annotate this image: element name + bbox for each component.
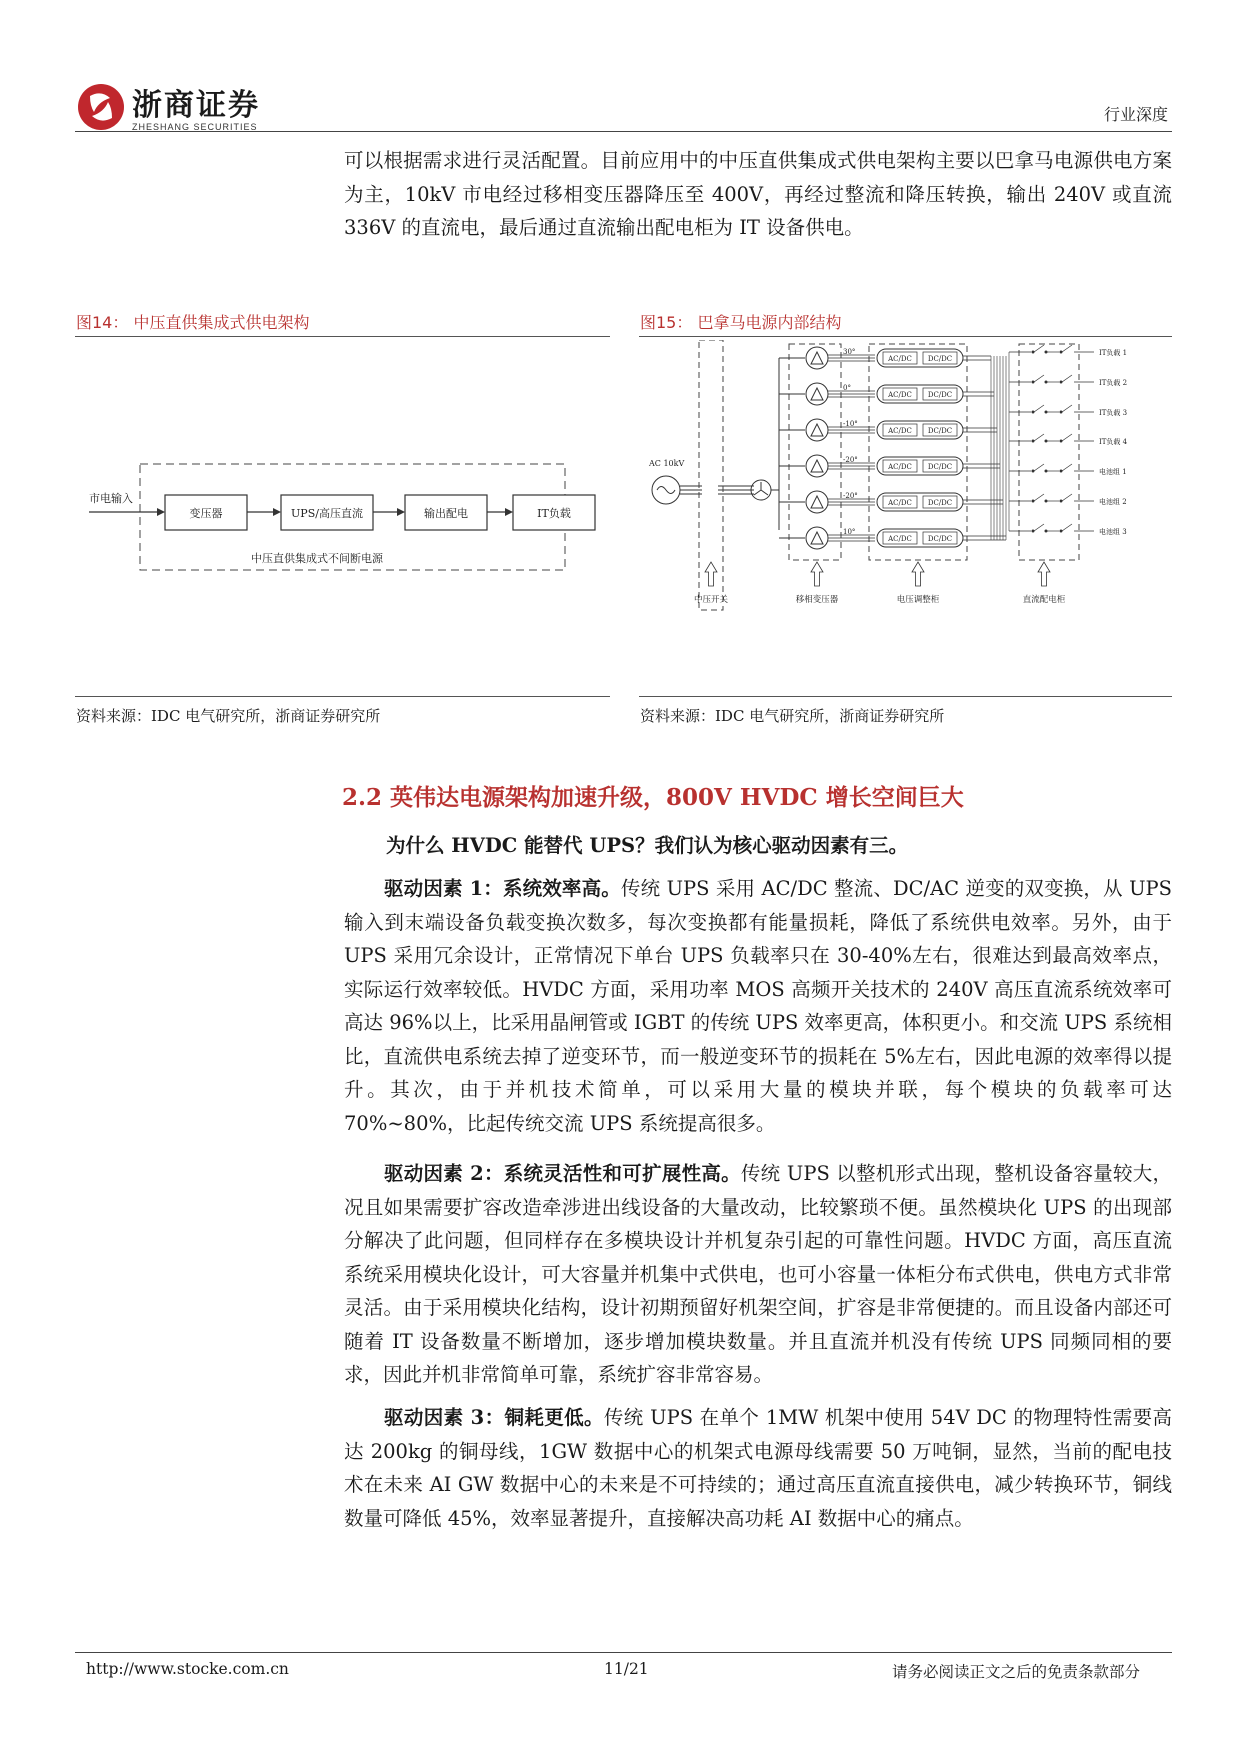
- figure15-source: 资料来源：IDC 电气研究所，浙商证券研究所: [640, 707, 945, 725]
- section-lead: 为什么 HVDC 能替代 UPS？我们认为核心驱动因素有三。: [386, 834, 909, 857]
- breaker-switch-icon: [1034, 464, 1044, 471]
- footer-divider: [75, 1652, 1172, 1653]
- fig14-block-label: 输出配电: [424, 507, 468, 520]
- figure14-source: 资料来源：IDC 电气研究所，浙商证券研究所: [76, 707, 381, 725]
- footer-url[interactable]: http://www.stocke.com.cn: [86, 1660, 289, 1678]
- dcdc-label: DC/DC: [927, 499, 953, 507]
- dcdc-label: DC/DC: [927, 463, 953, 471]
- dcdc-label: DC/DC: [927, 427, 953, 435]
- acdc-label: AC/DC: [888, 499, 912, 507]
- fig14-block-label: 变压器: [189, 507, 223, 520]
- figure14-bottom-rule: [75, 696, 610, 697]
- transformer-icon: [806, 527, 828, 549]
- output-label: IT负载 2: [1099, 379, 1128, 387]
- breaker-switch-icon: [1034, 345, 1044, 352]
- up-arrow-icon: [912, 562, 924, 586]
- breaker-switch-icon: [1034, 375, 1044, 382]
- figure15-caption: 图15： 巴拿马电源内部结构: [640, 313, 842, 332]
- driver-3-label: 驱动因素 3：铜耗更低。: [384, 1406, 604, 1429]
- output-label: 电池组 2: [1099, 498, 1127, 506]
- bottom-label: 电压调整柜: [896, 595, 940, 605]
- phase-angle-label: -20°: [843, 492, 858, 500]
- dcdc-label: DC/DC: [927, 391, 953, 399]
- transformer-icon: [806, 455, 828, 477]
- acdc-label: AC/DC: [888, 535, 912, 543]
- driver-2-text: 传统 UPS 以整机形式出现，整机设备容量较大，况且如果需要扩容改造牵涉进出线设备的大量改动，比较繁琐不便。虽然模块化 UPS 的出现部分解决了此问题，但同样存在多模块设计并机复杂引起的可靠性问题。HVDC 方面，高压直流系统采用模块化设计，可大容量并机集中式供电，也可小容量一体柜分布式供电，供电方式非常灵活。由于采用模块化结构，设计初期预留好机架空间，扩容是非常便捷的。而且设备内部还可随着 IT 设备数量不断增加，逐步增加模块数量。并且直流并机没有传统 UPS 同频同相的要求，因此并机非常简单可靠，系统扩容非常容易。: [344, 1162, 1172, 1386]
- logo-mark-icon: [76, 82, 126, 132]
- phase-angle-label: -20°: [843, 456, 858, 464]
- brand-logo: [76, 80, 276, 136]
- transformer-icon: [806, 419, 828, 441]
- footer-disclaimer: 请务必阅读正文之后的免责条款部分: [892, 1663, 1141, 1681]
- fig14-input-label: 市电输入: [89, 492, 133, 505]
- output-label: IT负载 4: [1099, 438, 1128, 446]
- phase-angle-label: -10°: [843, 420, 858, 428]
- driver-2-paragraph: [344, 1157, 1172, 1392]
- fig14-block-label: UPS/高压直流: [291, 507, 363, 520]
- output-label: 电池组 1: [1099, 468, 1127, 476]
- dcdc-label: DC/DC: [927, 355, 953, 363]
- voltage-regulator-box: [869, 344, 967, 560]
- breaker-switch-icon: [1062, 524, 1072, 531]
- acdc-label: AC/DC: [888, 427, 912, 435]
- brand-name-en: ZHESHANG SECURITIES: [132, 122, 258, 132]
- bottom-label: 移相变压器: [795, 595, 839, 605]
- fig15-input-label: AC 10kV: [649, 459, 685, 468]
- fig14-block-label: IT负载: [537, 507, 571, 520]
- output-label: IT负载 1: [1099, 349, 1128, 357]
- phase-angle-label: 10°: [843, 528, 856, 536]
- driver-2-label: 驱动因素 2：系统灵活性和可扩展性高。: [384, 1162, 741, 1185]
- bottom-label: 中压开关: [693, 595, 729, 605]
- dcdc-label: DC/DC: [927, 535, 953, 543]
- output-label: 电池组 3: [1099, 528, 1127, 536]
- bottom-label: 直流配电柜: [1022, 595, 1066, 605]
- figure14-caption: 图14： 中压直供集成式供电架构: [76, 313, 310, 332]
- breaker-switch-icon: [1062, 464, 1072, 471]
- section-title: 2.2 英伟达电源架构加速升级，800V HVDC 增长空间巨大: [342, 784, 964, 811]
- driver-3-text: 传统 UPS 在单个 1MW 机架中使用 54V DC 的物理特性需要高达 200kg 的铜母线，1GW 数据中心的机架式电源母线需要 50 万吨铜，显然，当前的配电技术在未来 AI GW 数据中心的未来是不可持续的；通过高压直流直接供电，减少转换环节，铜线数量可降低 45%，效率显著提升，直接解决高功耗 AI 数据中心的痛点。: [344, 1406, 1173, 1530]
- driver-1-text: 传统 UPS 采用 AC/DC 整流、DC/AC 逆变的双变换，从 UPS 输入到末端设备负载变换次数多，每次变换都有能量损耗，降低了系统供电效率。另外，由于 UPS 采用冗余设计，正常情况下单台 UPS 负载率只在 30-40%左右，很难达到最高效率点，实际运行效率较低。HVDC 方面，采用功率 MOS 高频开关技术的 240V 高压直流系统效率可高达 96%以上，比采用晶闸管或 IGBT 的传统 UPS 效率更高，体积更小。和交流 UPS 系统相比，直流供电系统去掉了逆变环节，而一般逆变环节的损耗在 5%左右，因此电源的效率得以提升。其次，由于并机技术简单，可以采用大量的模块并联，每个模块的负载率可达 70%~80%，比起传统交流 UPS 系统提高很多。: [344, 877, 1172, 1135]
- up-arrow-icon: [811, 562, 823, 586]
- breaker-switch-icon: [1062, 494, 1072, 501]
- breaker-switch-icon: [1062, 375, 1072, 382]
- breaker-switch-icon: [1034, 405, 1044, 412]
- report-category: 行业深度: [1104, 105, 1169, 124]
- output-label: IT负载 3: [1099, 409, 1128, 417]
- acdc-label: AC/DC: [888, 391, 912, 399]
- up-arrow-icon: [1038, 562, 1050, 586]
- breaker-switch-icon: [1062, 405, 1072, 412]
- phase-angle-label: 30°: [843, 348, 856, 356]
- transformer-icon: [806, 491, 828, 513]
- breaker-switch-icon: [1034, 434, 1044, 441]
- acdc-label: AC/DC: [888, 355, 912, 363]
- figure14-diagram: [75, 340, 610, 690]
- header-divider: [75, 131, 1172, 132]
- figure15-top-rule: [639, 336, 1172, 337]
- driver-1-label: 驱动因素 1：系统效率高。: [384, 877, 621, 900]
- breaker-switch-icon: [1034, 524, 1044, 531]
- breaker-switch-icon: [1062, 434, 1072, 441]
- breaker-switch-icon: [1034, 494, 1044, 501]
- acdc-label: AC/DC: [888, 463, 912, 471]
- driver-1-paragraph: [344, 872, 1172, 1140]
- driver-3-paragraph: [344, 1401, 1172, 1535]
- breaker-switch-icon: [1062, 345, 1072, 352]
- brand-name: 浙商证券: [132, 88, 260, 123]
- fig14-group-label: 中压直供集成式不间断电源: [251, 552, 383, 565]
- figure14-top-rule: [75, 336, 610, 337]
- phase-angle-label: 0°: [843, 384, 851, 392]
- transformer-icon: [806, 347, 828, 369]
- figure15-bottom-rule: [639, 696, 1172, 697]
- footer-page-number: 11/21: [604, 1660, 649, 1678]
- intro-paragraph: 可以根据需求进行灵活配置。目前应用中的中压直供集成式供电架构主要以巴拿马电源供电方案为主，10kV 市电经过移相变压器降压至 400V，再经过整流和降压转换，输出 240V 或直流 336V 的直流电，最后通过直流输出配电柜为 IT 设备供电。: [344, 149, 1172, 239]
- up-arrow-icon: [705, 562, 717, 586]
- transformer-icon: [806, 383, 828, 405]
- figure15-diagram: [639, 340, 1172, 690]
